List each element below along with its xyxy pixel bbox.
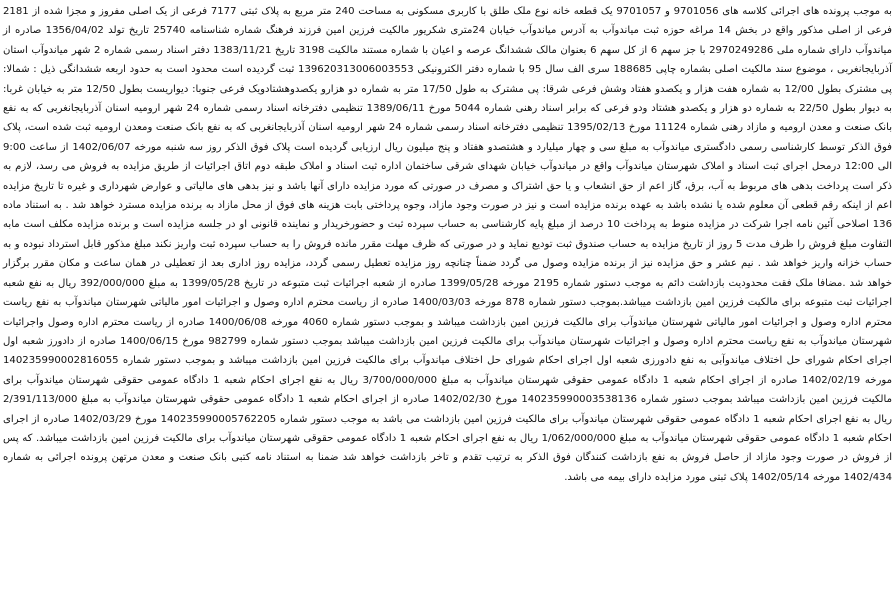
auction-notice-body: به موجب پرونده های اجرائی کلاسه های 9701056 و 9701057 یک قطعه خانه نوع ملک طلق با کاربری مسکونی به مساحت 240 متر مربع به پلاک ثبتی 7177 فرعی از یک اصلی مفروز و مجزا شده از 2181 فرعی از اصلی مذکور واقع در بخش 14 مراغه حوزه ثبت میاندوآب به آدرس میاندوآب خیابان 24متری شکریور مالکیت فرزین امین فرزند فرهنگ شماره شناسنامه 25740 تاریخ تولد 1356/04/02 صادره از میاندوآب دارای شماره ملی 2970249286 با جز سهم 6 از کل سهم 6 بعنوان مالک ششدانگ عرصه و اعیان با شماره مستند مالکیت 3198 تاریخ 1383/11/21 دفتر اسناد رسمی شماره 2 شهر میاندوآب استان آذربایجانغربی ، موضوع سند مالکیت اصلی بشماره چاپی 188685 سری الف سال 95 با شماره دفتر الکترونیکی 139620313006003553 ثبت گردیده است محدود است به حدود اربعه ششدانگی ذیل : شمالا: پی مشترک بطول 12/00 به شماره هفت هزار و یکصدو هفتاد وشش فرعی شرقا: پی مشترک به طول 17/50 متر به شماره دو هزارو یکصدوهشتادویک فرعی جنوبا: دیواریست بطول 12/50 متر به خیابان غربا: به دیوار بطول 22/50 به شماره دو هزار و یکصدو هشتاد ودو فرعی که برابر اسناد رهنی شماره 5044 مورخ 1389/06/11 تنظیمی دفترخانه اسناد رسمی شماره 24 شهر ارومیه اسنان آذربایجانغربی که به نفع بانک صنعت و معدن ارومیه و مازاد رهنی شماره 11124 مورخ 1395/02/13 تنظیمی دفترخانه اسناد رسمی شماره 24 شهر ارومیه اسنان آذربایجانغربی که به نفع بانک صنعت ومعدن ارومیه ثبت شده است، پلاک فوق الذکر توسط کارشناسی رسمی دادگستری میاندوآب به مبلغ سی و چهار میلیارد و هشتصدو هفتاد و پنج میلیون ریال ارزیابی گردیده است پلاک فوق الذکر روز سه شنبه مورخه 1402/06/07 از ساعت 9:00 الی 12:00 درمحل اجرای ثبت اسناد و املاک شهرستان میاندوآب واقع در میاندوآب خیابان شهدای شرقی ساختمان اداره ثبت اسناد و املاک طبقه دوم اتاق اجرائیات از طریق مزایده به فروش می رسد، لازم به ذکر است پرداخت بدهی های مربوط به آب، برق، گاز اعم از حق انشعاب و یا حق اشتراک و مصرف در صورتی که مورد مزایده دارای آنها باشد و نیز بدهی های مالیاتی و عوارض شهرداری و غیره تا تاریخ مزایده اعم از اینکه رقم قطعی آن معلوم شده یا نشده باشد به عهده برنده مزایده است و نیز در صورت وجود مازاد، وجوه پرداختی بابت هزینه های فوق از محل مازاد به برنده مزایده مسترد خواهد شد . به استناد ماده 136 اصلاحی آئین نامه اجرا شرکت در مزایده منوط به پرداخت 10 درصد از مبلغ پایه کارشناسی به حساب سپرده ثبت و حضورخریدار و نماینده قانونی او در جلسه مزایده است و برنده مزایده مکلف است مابه التفاوت مبلغ فروش را ظرف مدت 5 روز از تاریخ مزایده به حساب صندوق ثبت تودیع نماید و در صورتی که ظرف مهلت مقرر مانده فروش را به حساب سپرده ثبت واریز نکند مبلغ مذکور قابل استرداد نبوده و به حساب خزانه واریز خواهد شد . نیم عشر و حق مزایده نیز از برنده مزایده وصول می گردد ضمناً چنانچه روز مزایده تعطیل رسمی گردد، مزایده روز اداری بعد از تعطیلی در همان ساعت و مکان مقرر برگزار خواهد شد .مضافا ملک فقت محدودیت بازداشت دائم به موجب دستور شماره 2195 مورخه 1399/05/28 صادره از شعبه اجرائیات ثبت متبوعه در تاریخ 1399/05/28 به مبلغ 392/000/000 ریال به نفع شعبه اجرائیات ثبت متبوعه برای مالکیت فرزین امین بازداشت میباشد.بموجب دستور شماره 878 مورخه 1400/03/03 صادره از ریاست محترم اداره وصول و اجرائیات امور مالیاتی شهرستان میاندوآب به نفع ریاست محترم اداره وصول و اجرائیات امور مالیاتی شهرستان میاندوآب برای مالکیت فرزین امین بازداشت میباشد و بموجب دستور شماره 4060 مورخه 1400/06/08 صادره از ریاست محترم اداره وصول واجرائیات شهرستان میاندوآب به نفع ریاست محترم اداره وصول و اجرائیات شهرستان میاندوآب برای مالکیت فرزین امین بازداشت میباشد بموجب دستور شماره 982799 مورخ 1400/06/15 صادره از دادورز شعبه اول اجرای احکام شورای حل اختلاف میاندوآبی به نفع دادورزی شعبه اول اجرای احکام شورای حل اختلاف میاندوآب برای مالکیت فرزین امین بازداشت میباشد و بموجب دستور شماره 140235990002816055 مورخه 1402/02/19 صادره از اجرای احکام شعبه 1 دادگاه عمومی حقوقی شهرستان میاندوآب به مبلغ 3/700/000/000 ریال به نفع اجرای احکام شعبه 1 دادگاه عمومی حقوقی شهرستان میاندوآب برای مالکیت فرزین امین بازداشت میباشد بموجب دستور شماره 140235990003538136 مورخ 1402/02/30 صادره از اجرای احکام شعبه 1 دادگاه عمومی حقوقی شهرستان میاندوآب به مبلغ 2/391/113/000 ریال به نفع اجرای احکام شعبه 1 دادگاه عمومی حقوقی شهرستان میاندوآب برای مالکیت فرزین امین بازداشت می باشد به موجب دستور شماره 140235990005762205 مورخ 1402/03/29 صادره از اجرای احکام شعبه 1 دادگاه عمومی حقوقی شهرستان میاندوآب به مبلغ 1/062/000/000 ریال به نفع اجرای احکام شعبه 1 دادگاه عمومی حقوقی شهرستان میاندوآب برای مالکیت فرزین امین بازداشت میباشد. که پس از فروش در صورت وجود مازاد از حاصل فروش به نفع بازداشت کنندگان فوق الذکر به ترتیب تقدم و تاخر بازداشت خواهد شد ضمنا به استناد نامه کتبی بانک صنعت و معدن مرتهن پرونده اجرائی به شماره 1402/434 مورخه 1402/05/14 پلاک ثبتی مورد مزایده دارای بیمه می باشد. (3, 6, 893, 483)
